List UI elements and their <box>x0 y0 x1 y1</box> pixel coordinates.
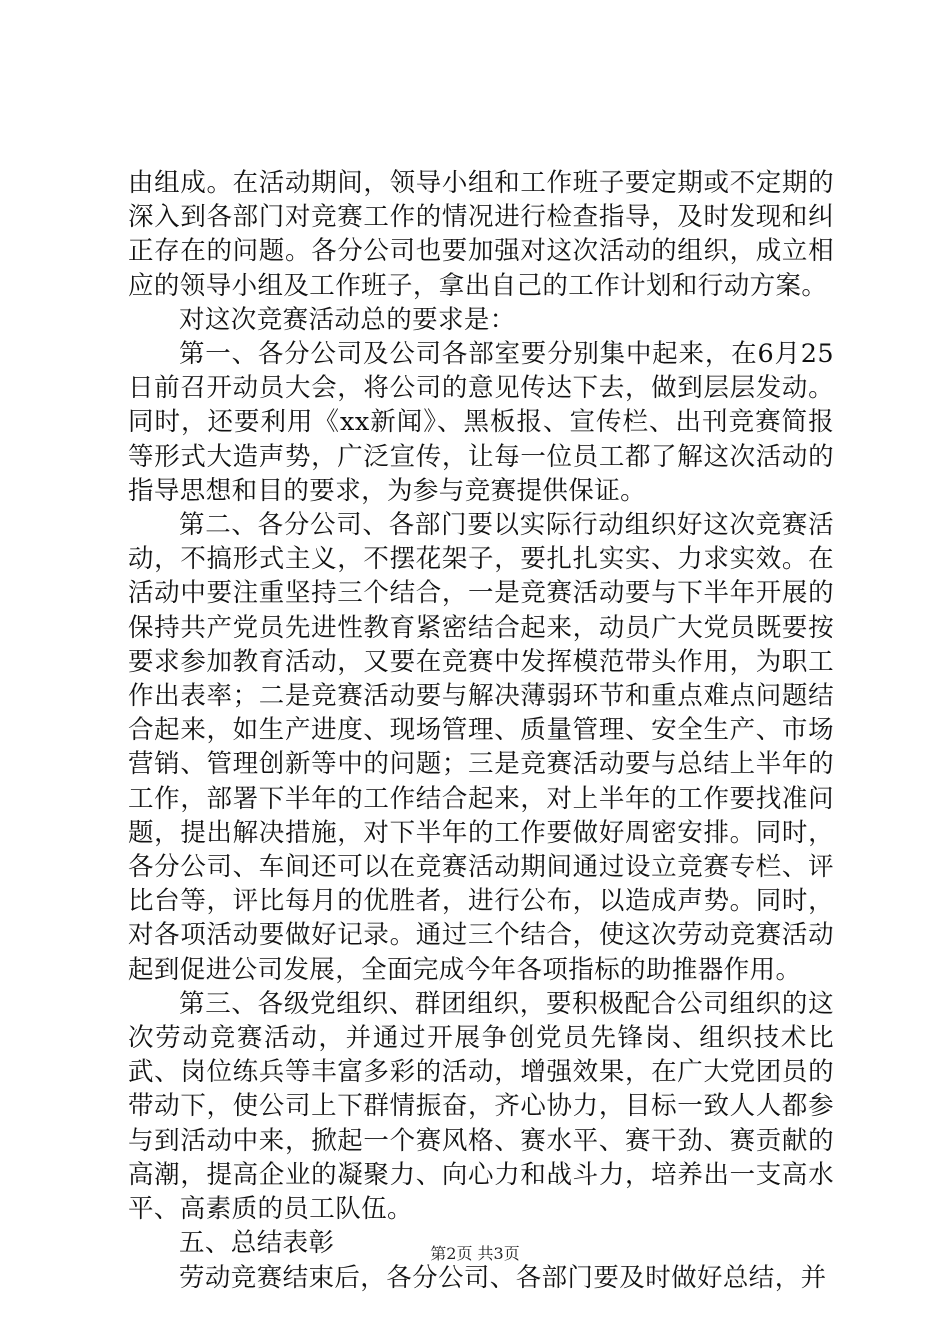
paragraph-second-requirement: 第二、各分公司、各部门要以实际行动组织好这次竞赛活动，不搞形式主义，不摆花架子，要扎扎实实、力求实效。在活动中要注重坚持三个结合，一是竞赛活动要与下半年开展的保持共产党员先进性教育紧密结合起来，动员广大党员既要按要求参加教育活动，又要在竞赛中发挥模范带头作用，为职工作出表率；二是竞赛活动要与解决薄弱环节和重点难点问题结合起来，如生产进度、现场管理、质量管理、安全生产、市场营销、管理创新等中的问题；三是竞赛活动要与总结上半年的工作，部署下半年的工作结合起来，对上半年的工作要找准问题，提出解决措施，对下半年的工作要做好周密安排。同时，各分公司、车间还可以在竞赛活动期间通过设立竞赛专栏、评比台等，评比每月的优胜者，进行公布，以造成声势。同时，对各项活动要做好记录。通过三个结合，使这次劳动竞赛活动起到促进公司发展，全面完成今年各项指标的助推器作用。 <box>128 510 834 985</box>
page-number-footer: 第2页 共3页 <box>430 1244 520 1263</box>
paragraph-continuation: 由组成。在活动期间，领导小组和工作班子要定期或不定期的深入到各部门对竞赛工作的情况进行检查指导，及时发现和纠正存在的问题。各分公司也要加强对这次活动的组织，成立相应的领导小组及工作班子，拿出自己的工作计划和行动方案。 <box>128 168 834 301</box>
paragraph-summary: 劳动竞赛结束后，各分公司、各部门要及时做好总结，并 <box>179 1262 827 1293</box>
section-heading-summary-commendation: 五、总结表彰 <box>179 1228 335 1259</box>
paragraph-requirements-intro: 对这次竞赛活动总的要求是： <box>179 304 516 335</box>
paragraph-first-requirement: 第一、各分公司及公司各部室要分别集中起来，在6月25日前召开动员大会，将公司的意见传达下去，做到层层发动。同时，还要利用《xx新闻》、黑板报、宣传栏、出刊竞赛简报等形式大造声势，广泛宣传，让每一位员工都了解这次活动的指导思想和目的要求，为参与竞赛提供保证。 <box>128 339 834 506</box>
paragraph-third-requirement: 第三、各级党组织、群团组织，要积极配合公司组织的这次劳动竞赛活动，并通过开展争创党员先锋岗、组织技术比武、岗位练兵等丰富多彩的活动，增强效果，在广大党团员的带动下，使公司上下群情振奋，齐心协力，目标一致人人都参与到活动中来，掀起一个赛风格、赛水平、赛干劲、赛贡献的高潮，提高企业的凝聚力、向心力和战斗力，培养出一支高水平、高素质的员工队伍。 <box>128 988 834 1225</box>
document-body <box>128 166 834 1295</box>
